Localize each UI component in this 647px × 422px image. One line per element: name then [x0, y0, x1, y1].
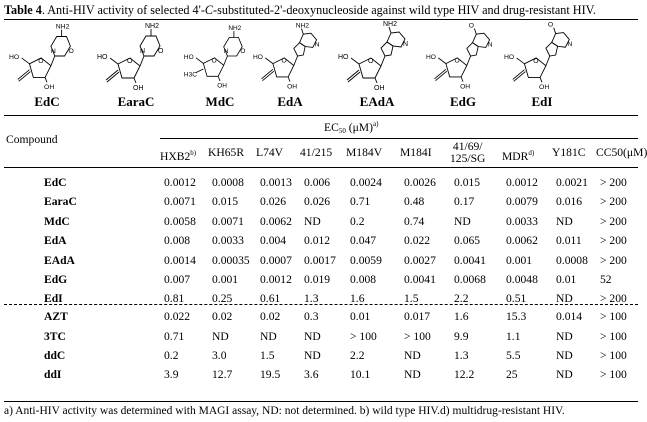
value-cell: 0.0071: [164, 195, 196, 208]
value-cell: > 100: [600, 330, 627, 343]
value-cell: 0.74: [404, 215, 425, 228]
value-cell: ND: [304, 215, 321, 228]
value-cell: 0.0068: [454, 273, 486, 286]
structure-edg: [425, 20, 501, 112]
value-cell: 0.026: [260, 195, 287, 208]
imidazole-ring: [294, 43, 305, 56]
value-cell: 0.01: [350, 310, 371, 323]
hydroxy-label: HO: [252, 53, 263, 61]
value-cell: 0.81: [164, 292, 185, 305]
value-cell: ND: [404, 368, 421, 381]
value-cell: 0.016: [556, 195, 583, 208]
value-cell: 15.3: [506, 310, 527, 323]
column-header: MDR$^{d)}$: [502, 149, 535, 163]
value-cell: 0.0013: [260, 176, 292, 189]
value-cell: 3.6: [304, 368, 319, 381]
value-cell: ND: [556, 330, 573, 343]
value-cell: ND: [556, 349, 573, 362]
value-cell: 0.026: [304, 195, 331, 208]
value-cell: 0.017: [404, 310, 431, 323]
value-cell: > 200: [600, 215, 627, 228]
value-cell: 0.0021: [556, 176, 588, 189]
ec50-sub: 50: [338, 127, 346, 135]
value-cell: > 200: [600, 234, 627, 247]
value-cell: 5.5: [506, 349, 521, 362]
compound-name: EdC: [44, 176, 67, 189]
ethynyl-bond: [262, 69, 273, 79]
nitrogen-label: N: [314, 41, 320, 49]
value-cell: 1.5: [260, 349, 275, 362]
structure-drawing: [8, 20, 86, 92]
oh-label: OH: [374, 85, 385, 92]
caption-text-a: . Anti-HIV activity of selected 4'-: [41, 3, 205, 17]
compound-name: ddC: [44, 349, 66, 362]
structure-name: EdI: [531, 94, 553, 109]
base-label: NH2: [383, 21, 398, 28]
value-cell: 0.0041: [454, 254, 486, 267]
value-cell: 1.3: [304, 292, 319, 305]
value-cell: 52: [600, 273, 612, 286]
value-cell: 0.0071: [212, 215, 244, 228]
value-cell: 19.5: [260, 368, 281, 381]
imidazole-ring: [381, 42, 393, 56]
value-cell: ND: [260, 330, 277, 343]
value-cell: 0.3: [304, 310, 319, 323]
value-cell: 1.6: [454, 310, 469, 323]
value-cell: 0.0012: [260, 273, 292, 286]
structure-drawing: [425, 20, 501, 92]
compound-name: 3TC: [44, 330, 66, 343]
structure-edc: [8, 20, 86, 112]
value-cell: 0.0026: [404, 176, 436, 189]
value-cell: 0.019: [304, 273, 331, 286]
value-cell: 1.3: [454, 349, 469, 362]
imidazole-ring: [467, 43, 478, 56]
value-cell: 3.0: [212, 349, 227, 362]
value-cell: 0.51: [506, 292, 527, 305]
ec50-rule: [160, 138, 638, 139]
ethynyl-bond: [106, 70, 118, 80]
value-cell: > 200: [600, 176, 627, 189]
carbonyl-label: O: [240, 48, 246, 56]
value-cell: 0.02: [212, 310, 233, 323]
compound-name: EaraC: [44, 195, 77, 208]
hydroxy-label: HO: [97, 54, 108, 61]
ring-oxygen-label: O: [454, 57, 460, 65]
value-cell: 0.0058: [164, 215, 196, 228]
value-cell: 0.71: [164, 330, 185, 343]
methyl-label: H3C: [183, 71, 197, 79]
value-cell: ND: [212, 330, 229, 343]
structure-name: EaraC: [117, 94, 155, 109]
caption-label: Table 4: [4, 3, 42, 17]
value-cell: 0.2: [164, 349, 179, 362]
compound-name: AZT: [44, 310, 68, 323]
carbonyl-label: O: [158, 48, 164, 55]
structure-drawing: [183, 20, 257, 92]
value-cell: 0.0012: [506, 176, 538, 189]
value-cell: 0.008: [350, 273, 377, 286]
value-cell: 12.7: [212, 368, 233, 381]
value-cell: 0.0008: [556, 254, 588, 267]
oh-label: OH: [539, 84, 550, 92]
value-cell: 0.0062: [260, 215, 292, 228]
base-label: NH2: [145, 23, 160, 30]
imidazole-ring: [546, 42, 558, 56]
structure-edi: [503, 20, 581, 112]
value-cell: 10.1: [350, 368, 371, 381]
value-cell: 0.015: [454, 176, 481, 189]
column-header: Y181C: [552, 146, 586, 159]
structure-drawing: [337, 20, 417, 92]
value-cell: 0.0033: [506, 215, 538, 228]
value-cell: 0.48: [404, 195, 425, 208]
ring-oxygen-label: O: [211, 57, 217, 65]
value-cell: 9.9: [454, 330, 469, 343]
ec50-sup: a): [372, 120, 379, 128]
compound-name: EdI: [44, 292, 63, 305]
ec50-text-a: EC: [324, 121, 339, 134]
nitrogen-label: N: [223, 48, 229, 56]
ring-oxygen-label: O: [38, 57, 44, 65]
column-header: L74V: [256, 146, 284, 159]
structure-drawing: [95, 20, 177, 92]
value-cell: ND: [454, 215, 471, 228]
value-cell: 0.00035: [212, 254, 250, 267]
base-label: NH2: [228, 25, 242, 33]
ethynyl-bond: [347, 70, 359, 80]
value-cell: 0.0062: [506, 234, 538, 247]
structure-name: EdA: [277, 94, 303, 109]
value-cell: 1.5: [404, 292, 419, 305]
header-rule: [4, 167, 638, 168]
hydroxy-label: HO: [425, 53, 436, 61]
column-header: CC50(μM): [596, 146, 647, 159]
base-label: O: [468, 22, 474, 30]
ec50-header: [324, 120, 378, 135]
value-cell: 0.011: [556, 234, 582, 247]
nitrogen-label: N: [487, 41, 493, 49]
value-cell: 0.001: [506, 254, 533, 267]
base-label: O: [547, 21, 554, 29]
column-header: 41/215: [300, 146, 333, 159]
value-cell: 3.9: [164, 368, 179, 381]
compound-name: ddI: [44, 368, 62, 381]
value-cell: 1.6: [350, 292, 365, 305]
value-cell: > 200: [600, 292, 627, 305]
ring-oxygen-label: O: [533, 57, 539, 65]
structure-name: EdC: [34, 94, 60, 109]
value-cell: 0.0012: [164, 176, 196, 189]
value-cell: ND: [556, 215, 573, 228]
structure-name: EAdA: [359, 94, 395, 109]
ring-oxygen-label: O: [281, 57, 287, 65]
value-cell: 0.0079: [506, 195, 538, 208]
hydroxy-label: HO: [338, 54, 349, 61]
structure-rule: [4, 115, 638, 116]
value-cell: 0.015: [212, 195, 239, 208]
value-cell: 0.065: [454, 234, 481, 247]
value-cell: 0.007: [164, 273, 191, 286]
oh-label: OH: [460, 83, 471, 91]
value-cell: 25: [506, 368, 518, 381]
caption-text-c: C: [204, 3, 214, 17]
value-cell: 0.001: [212, 273, 239, 286]
compound-name: MdC: [44, 215, 70, 228]
structure-earac: [95, 20, 177, 112]
footnote: a) Anti-HIV activity was determined with MAGI assay, ND: not determined. b) wild type HIV.d) multidrug-resistant HIV.: [4, 405, 565, 417]
bottom-rule: [4, 401, 638, 402]
ethynyl-bond: [513, 70, 525, 80]
hydroxy-label: HO: [8, 53, 20, 61]
value-cell: 0.0024: [350, 176, 382, 189]
value-cell: 0.0027: [404, 254, 436, 267]
base-label: NH2: [295, 22, 309, 30]
structure-name: MdC: [205, 94, 235, 109]
hydroxy-label: HO: [183, 53, 194, 61]
column-header: M184V: [346, 146, 383, 159]
value-cell: > 200: [600, 254, 627, 267]
hydroxy-label: HO: [503, 53, 515, 61]
value-cell: 0.25: [212, 292, 233, 305]
oh-label: OH: [133, 85, 144, 92]
compound-name: EdG: [44, 273, 68, 286]
value-cell: > 200: [600, 195, 627, 208]
structure-eda: [252, 20, 328, 112]
value-cell: 0.0059: [350, 254, 382, 267]
value-cell: 0.0033: [212, 234, 244, 247]
column-header: M184I: [400, 146, 432, 159]
value-cell: ND: [304, 349, 321, 362]
value-cell: 0.17: [454, 195, 475, 208]
compound-name: EdA: [44, 234, 67, 247]
value-cell: 0.022: [164, 310, 191, 323]
nitrogen-label: N: [403, 41, 409, 48]
structure-mdc: [183, 20, 257, 112]
structure-eada: [337, 20, 417, 112]
ethynyl-bond: [435, 69, 446, 79]
ethynyl-bond: [18, 70, 30, 80]
value-cell: 0.022: [404, 234, 431, 247]
ring-oxygen-label: O: [127, 58, 133, 65]
nitrogen-label: N: [567, 41, 573, 49]
value-cell: 0.0007: [260, 254, 292, 267]
column-header: 41/69/ 125/SG: [450, 140, 486, 165]
value-cell: ND: [556, 368, 573, 381]
value-cell: 0.0041: [404, 273, 436, 286]
ring-oxygen-label: O: [368, 58, 374, 65]
value-cell: ND: [404, 349, 421, 362]
value-cell: > 100: [600, 310, 627, 323]
nitrogen-label: N: [140, 48, 146, 55]
value-cell: 0.01: [556, 273, 577, 286]
value-cell: 1.1: [506, 330, 521, 343]
value-cell: 0.2: [350, 215, 365, 228]
value-cell: 0.71: [350, 195, 371, 208]
value-cell: ND: [304, 330, 321, 343]
carbonyl-label: O: [68, 48, 74, 56]
compound-name: EAdA: [44, 254, 75, 267]
value-cell: 0.61: [260, 292, 281, 305]
value-cell: 0.0008: [212, 176, 244, 189]
value-cell: 0.0014: [164, 254, 196, 267]
oh-label: OH: [217, 82, 227, 90]
value-cell: 0.006: [304, 176, 331, 189]
value-cell: 0.0017: [304, 254, 336, 267]
value-cell: 0.047: [350, 234, 377, 247]
column-header: KH65R: [208, 146, 245, 159]
nitrogen-label: N: [50, 48, 56, 56]
value-cell: > 100: [404, 330, 431, 343]
value-cell: ND: [556, 292, 573, 305]
value-cell: 0.0048: [506, 273, 538, 286]
base-label: NH2: [55, 23, 70, 31]
value-cell: 0.008: [164, 234, 191, 247]
oh-label: OH: [287, 83, 298, 91]
ec50-text-b: (μM): [345, 121, 373, 134]
value-cell: 0.004: [260, 234, 287, 247]
table-caption: [4, 3, 596, 18]
value-cell: 2.2: [350, 349, 365, 362]
value-cell: 0.02: [260, 310, 281, 323]
oh-label: OH: [44, 84, 55, 92]
structure-drawing: [252, 20, 328, 92]
compound-header: Compound: [6, 133, 58, 146]
value-cell: > 100: [600, 368, 627, 381]
value-cell: > 100: [600, 349, 627, 362]
caption-text-b: -substituted-2'-deoxynucleoside against wild type HIV and drug-resistant HIV.: [213, 3, 596, 17]
value-cell: 0.012: [304, 234, 331, 247]
value-cell: > 100: [350, 330, 377, 343]
column-header: HXB2$^{b)}$: [160, 149, 197, 163]
value-cell: 12.2: [454, 368, 475, 381]
value-cell: 2.2: [454, 292, 469, 305]
separator-rule: [4, 304, 638, 305]
value-cell: 0.014: [556, 310, 583, 323]
structure-name: EdG: [449, 94, 476, 109]
structure-drawing: [503, 20, 581, 92]
